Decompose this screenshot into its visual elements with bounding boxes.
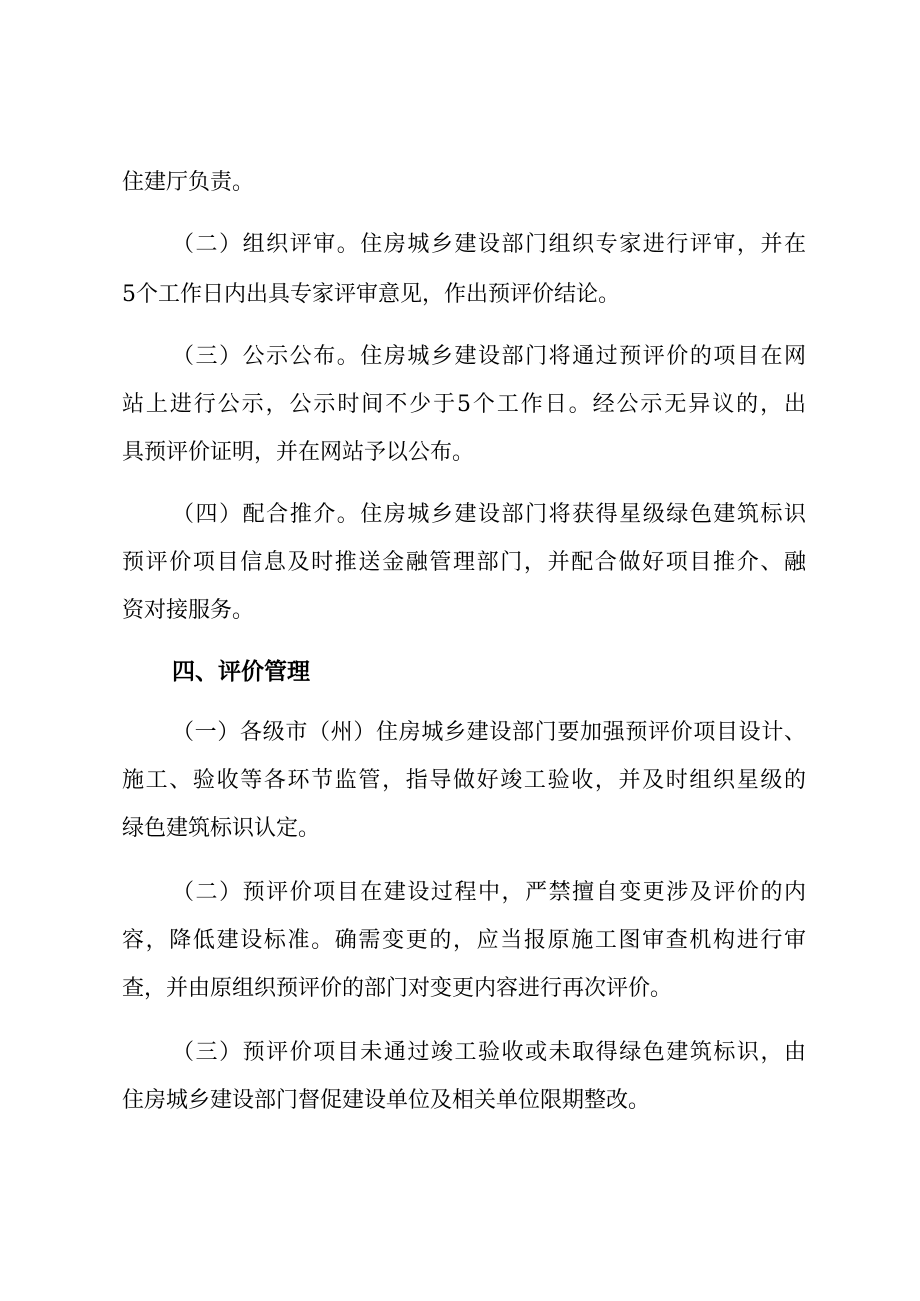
section-heading: 四、评价管理 — [172, 659, 310, 685]
step-3-line-2: 站上进行公示，公示时间不少于5个工作日。经公示无异议的，出 — [122, 392, 806, 417]
mgmt-3-line-1: （三）预评价项目未通过竣工验收或未取得绿色建筑标识，由 — [172, 1040, 806, 1065]
intro-fragment: 住建厅负责。 — [122, 170, 255, 195]
step-4-line-2: 预评价项目信息及时推送金融管理部门，并配合做好项目推介、融 — [122, 550, 806, 575]
mgmt-2-line-1: （二）预评价项目在建设过程中，严禁擅自变更涉及评价的内 — [172, 880, 806, 905]
mgmt-2-line-2: 容，降低建设标准。确需变更的，应当报原施工图审查机构进行审 — [122, 928, 806, 953]
step-4-line-1: （四）配合推介。住房城乡建设部门将获得星级绿色建筑标识 — [172, 502, 806, 527]
mgmt-3-line-2: 住房城乡建设部门督促建设单位及相关单位限期整改。 — [122, 1088, 651, 1113]
step-4-line-3: 资对接服务。 — [122, 598, 255, 623]
mgmt-1-line-3: 绿色建筑标识认定。 — [122, 816, 321, 841]
step-3-line-3: 具预评价证明，并在网站予以公布。 — [122, 440, 475, 465]
mgmt-1-line-1: （一）各级市（州）住房城乡建设部门要加强预评价项目设计、 — [172, 720, 806, 745]
mgmt-2-line-3: 查，并由原组织预评价的部门对变更内容进行再次评价。 — [122, 976, 673, 1001]
step-2-line-1: （二）组织评审。住房城乡建设部门组织专家进行评审，并在 — [172, 232, 806, 257]
step-2-line-2: 5个工作日内出具专家评审意见，作出预评价结论。 — [122, 282, 620, 307]
step-3-line-1: （三）公示公布。住房城乡建设部门将通过预评价的项目在网 — [172, 344, 806, 369]
mgmt-1-line-2: 施工、验收等各环节监管，指导做好竣工验收，并及时组织星级的 — [122, 768, 806, 793]
